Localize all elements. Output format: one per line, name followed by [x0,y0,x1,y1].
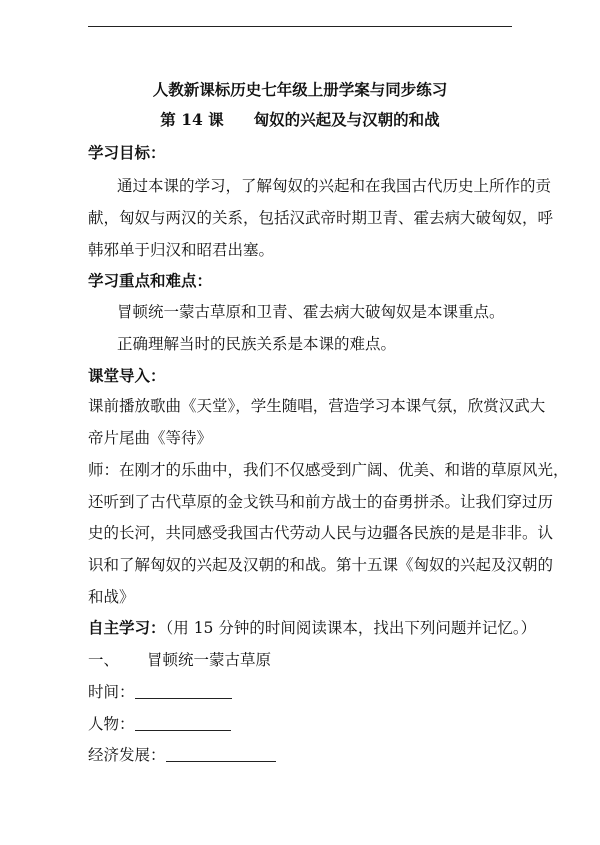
study-item-title: 冒顿统一蒙古草原 [147,651,272,669]
intro-line: 师：在刚才的乐曲中，我们不仅感受到广阔、优美、和谐的草原风光， [88,461,569,479]
person-field-label: 人物： [88,715,135,733]
intro-line: 帝片尾曲《等待》 [88,429,213,447]
time-field-label: 时间： [88,683,135,701]
intro-line: 和战》 [88,588,135,606]
lesson-name: 匈奴的兴起及与汉朝的和战 [253,110,440,129]
key-difficulty-text: 正确理解当时的民族关系是本课的难点。 [117,335,397,353]
document-title: 人教新课标历史七年级上册学案与同步练习 [152,80,448,99]
objectives-line: 韩邪单于归汉和昭君出塞。 [88,241,275,259]
lesson-number: 第 14 课 [160,110,224,129]
header-rule [88,26,512,27]
person-answer-blank[interactable] [135,715,231,731]
self-study-note: （用 15 分钟的时间阅读课本，找出下列问题并记忆。） [165,619,537,637]
economy-field [88,745,276,765]
objectives-line: 献，匈奴与两汉的关系，包括汉武帝时期卫青、霍去病大破匈奴，呼 [88,209,554,227]
key-points-heading: 学习重点和难点： [88,271,213,290]
self-study-heading: 自主学习： [88,618,166,637]
objectives-line: 通过本课的学习，了解匈奴的兴起和在我国古代历史上所作的贡 [117,177,552,195]
person-field [88,714,231,734]
time-field [88,682,232,702]
study-item-number: 一、 [88,651,120,669]
self-study-row [88,618,536,638]
key-focus-text: 冒顿统一蒙古草原和卫青、霍去病大破匈奴是本课重点。 [117,303,505,321]
intro-line: 课前播放歌曲《天堂》，学生随唱，营造学习本课气氛，欣赏汉武大 [88,397,546,415]
objectives-heading: 学习目标： [88,143,166,162]
lesson-heading [0,110,600,130]
intro-heading: 课堂导入： [88,366,166,385]
intro-line: 史的长河，共同感受我国古代劳动人民与边疆各民族的是是非非。认 [88,524,554,542]
time-answer-blank[interactable] [135,683,232,699]
intro-line: 识和了解匈奴的兴起及汉朝的和战。第十五课《匈奴的兴起及汉朝的 [88,556,554,574]
economy-field-label: 经济发展： [88,746,166,764]
intro-line: 还听到了古代草原的金戈铁马和前方战士的奋勇拼杀。让我们穿过历 [88,493,554,511]
economy-answer-blank[interactable] [166,746,276,762]
study-item [88,650,271,670]
